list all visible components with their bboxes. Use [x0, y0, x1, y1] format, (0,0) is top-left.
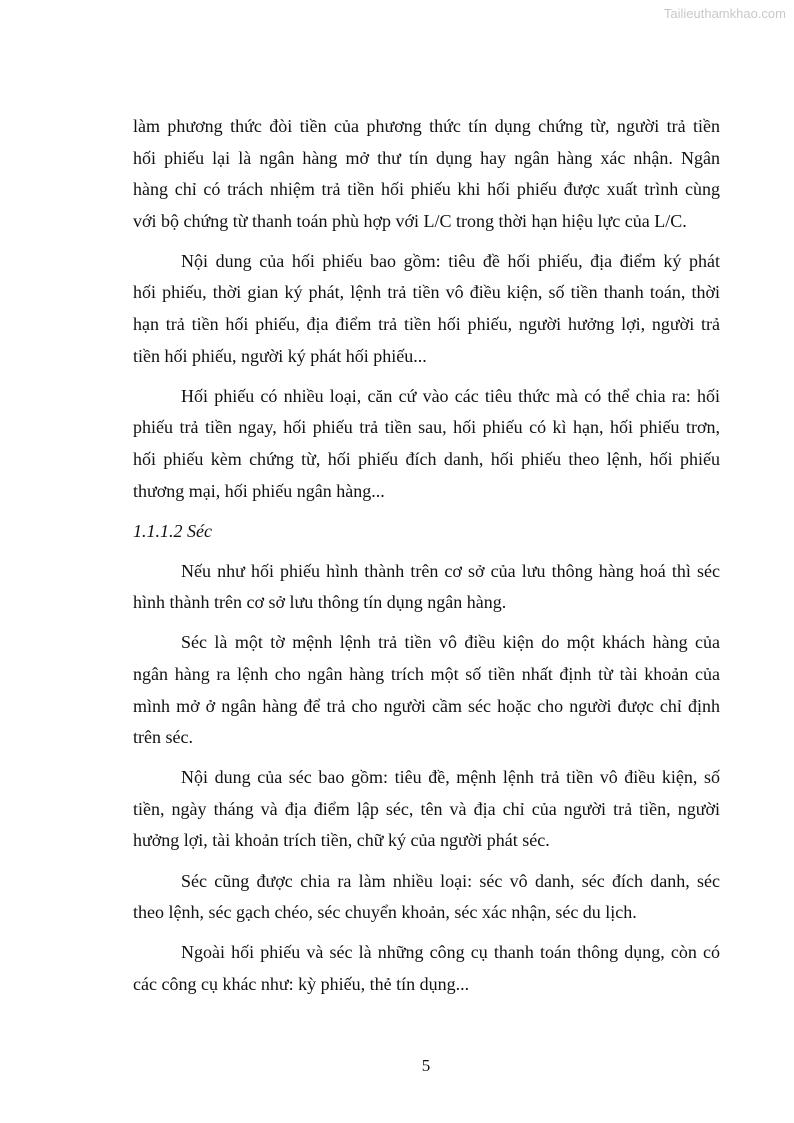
text-line: Séc là một tờ mệnh lệnh trả tiền vô điều kiện do một khách hàng của: [181, 632, 720, 653]
paragraphs-after: [133, 556, 720, 1001]
text-line: Ngoài hối phiếu và séc là những công cụ thanh toán thông dụng, còn có: [181, 942, 720, 963]
text-line: hối phiếu lại là ngân hàng mở thư tín dụng hay ngân hàng xác nhận. Ngân: [133, 147, 720, 168]
text-line: tiền hối phiếu, người ký phát hối phiếu...: [133, 345, 427, 366]
text-line: thương mại, hối phiếu ngân hàng...: [133, 480, 385, 501]
text-line: với bộ chứng từ thanh toán phù hợp với L/C trong thời hạn hiệu lực của L/C.: [133, 210, 687, 231]
text-line: Séc cũng được chia ra làm nhiều loại: séc vô danh, séc đích danh, séc: [181, 870, 720, 891]
text-line: ngân hàng ra lệnh cho ngân hàng trích một số tiền nhất định từ tài khoản của: [133, 664, 720, 684]
text-line: mình mở ở ngân hàng để trả cho người cầm séc hoặc cho người được chỉ định: [133, 695, 720, 716]
paragraph: [133, 937, 720, 1000]
section-heading: 1.1.1.2 Séc: [133, 520, 212, 541]
text-line: các công cụ khác như: kỳ phiếu, thẻ tín dụng...: [133, 973, 470, 994]
text-line: Hối phiếu có nhiều loại, căn cứ vào các tiêu thức mà có thể chia ra: hối: [181, 385, 720, 406]
paragraph: [133, 866, 720, 929]
watermark: Tailieuthamkhao.com: [663, 6, 786, 21]
paragraph: [133, 627, 720, 753]
paragraph: [133, 246, 720, 372]
text-line: theo lệnh, séc gạch chéo, séc chuyển khoản, séc xác nhận, séc du lịch.: [133, 902, 637, 923]
text-line: làm phương thức đòi tiền của phương thức tín dụng chứng từ, người trả tiền: [133, 116, 720, 136]
text-line: hạn trả tiền hối phiếu, địa điểm trả tiền hối phiếu, người hưởng lợi, người trả: [133, 314, 720, 335]
text-line: hàng chỉ có trách nhiệm trả tiền hối phiếu khi hối phiếu được xuất trình cùng: [133, 179, 720, 200]
paragraph: [133, 111, 720, 237]
paragraph: [133, 762, 720, 857]
text-line: hối phiếu kèm chứng từ, hối phiếu đích danh, hối phiếu theo lệnh, hối phiếu: [133, 448, 720, 469]
text-line: phiếu trả tiền ngay, hối phiếu trả tiền sau, hối phiếu có kì hạn, hối phiếu trơn,: [133, 417, 720, 438]
text-line: hưởng lợi, tài khoản trích tiền, chữ ký của người phát séc.: [133, 830, 550, 851]
text-line: Nội dung của hối phiếu bao gồm: tiêu đề hối phiếu, địa điểm ký phát: [181, 250, 720, 271]
text-line: hình thành trên cơ sở lưu thông tín dụng ngân hàng.: [133, 592, 507, 613]
paragraph: [133, 381, 720, 507]
text-line: Nếu như hối phiếu hình thành trên cơ sở của lưu thông hàng hoá thì séc: [181, 560, 720, 581]
document-body: [133, 111, 720, 1009]
text-line: tiền, ngày tháng và địa điểm lập séc, tên và địa chỉ của người trả tiền, người: [133, 798, 720, 819]
paragraphs-before: [133, 111, 720, 507]
text-line: hối phiếu, thời gian ký phát, lệnh trả tiền vô điều kiện, số tiền thanh toán, thời: [133, 282, 720, 303]
paragraph: [133, 556, 720, 619]
text-line: trên séc.: [133, 727, 193, 748]
text-line: Nội dung của séc bao gồm: tiêu đề, mệnh lệnh trả tiền vô điều kiện, số: [181, 767, 720, 788]
page-number: 5: [421, 1056, 431, 1075]
